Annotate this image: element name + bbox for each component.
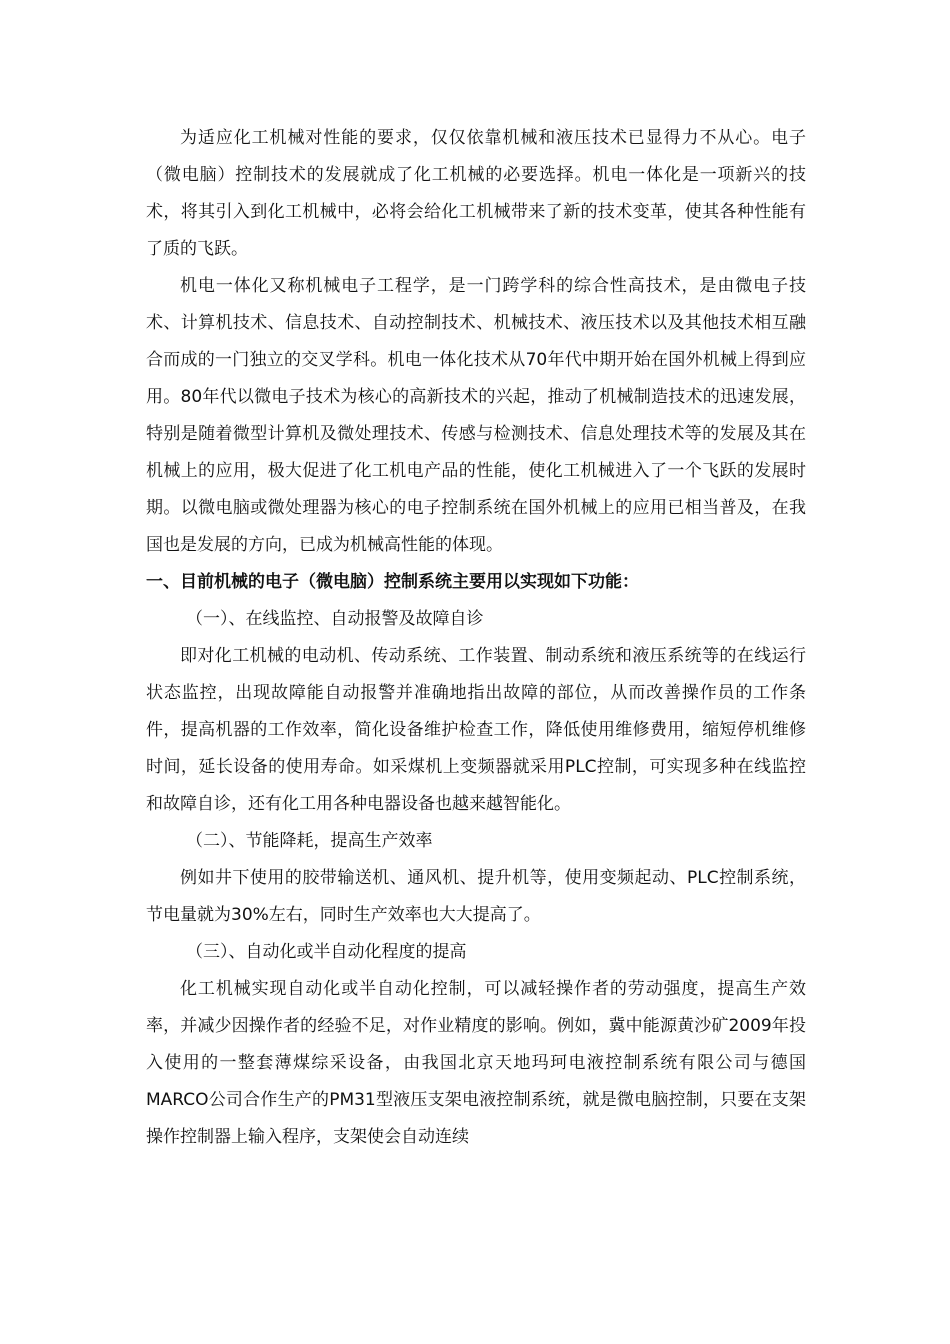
subheading-automation: （三）、自动化或半自动化程度的提高 <box>186 942 467 962</box>
paragraph-automation: 化工机械实现自动化或半自动化控制，可以减轻操作者的劳动强度，提高生产效率，并减少因操作者的经验不足，对作业精度的影响。例如，冀中能源黄沙矿2009年投入使用的一整套薄煤综采设备，由我国北京天地玛珂电液控制系统有限公司与德国MARCO公司合作生产的PM31型液压支架电液控制系统，就是微电脑控制，只要在支架操作控制器上输入程序，支架使会自动连续 <box>146 979 806 1147</box>
paragraph-online-monitoring: 即对化工机械的电动机、传动系统、工作装置、制动系统和液压系统等的在线运行状态监控，出现故障能自动报警并准确地指出故障的部位，从而改善操作员的工作条件，提高机器的工作效率，简化设备维护检查工作，降低使用维修费用，缩短停机维修时间，延长设备的使用寿命。如采煤机上变频器就采用PLC控制，可实现多种在线监控和故障自诊，还有化工用各种电器设备也越来越智能化。 <box>146 646 806 814</box>
paragraph-intro: 为适应化工机械对性能的要求，仅仅依靠机械和液压技术已显得力不从心。电子（微电脑）控制技术的发展就成了化工机械的必要选择。机电一体化是一项新兴的技术，将其引入到化工机械中，必将会给化工机械带来了新的技术变革，使其各种性能有了质的飞跃。 <box>146 128 806 259</box>
document-page <box>146 120 806 1156</box>
paragraph-energy-saving: 例如井下使用的胶带输送机、通风机、提升机等，使用变频起动、PLC控制系统，节电量就为30%左右，同时生产效率也大大提高了。 <box>146 868 806 925</box>
section-heading-functions: 一、目前机械的电子（微电脑）控制系统主要用以实现如下功能： <box>146 572 639 592</box>
subheading-online-monitoring: （一）、在线监控、自动报警及故障自诊 <box>186 609 484 629</box>
paragraph-mechatronics-definition: 机电一体化又称机械电子工程学，是一门跨学科的综合性高技术，是由微电子技术、计算机技术、信息技术、自动控制技术、机械技术、液压技术以及其他技术相互融合而成的一门独立的交叉学科。机电一体化技术从70年代中期开始在国外机械上得到应用。80年代以微电子技术为核心的高新技术的兴起，推动了机械制造技术的迅速发展，特别是随着微型计算机及微处理技术、传感与检测技术、信息处理技术等的发展及其在机械上的应用，极大促进了化工机电产品的性能，使化工机械进入了一个飞跃的发展时期。以微电脑或微处理器为核心的电子控制系统在国外机械上的应用已相当普及，在我国也是发展的方向，已成为机械高性能的体现。 <box>146 276 806 555</box>
subheading-energy-saving: （二）、节能降耗，提高生产效率 <box>186 831 433 851</box>
